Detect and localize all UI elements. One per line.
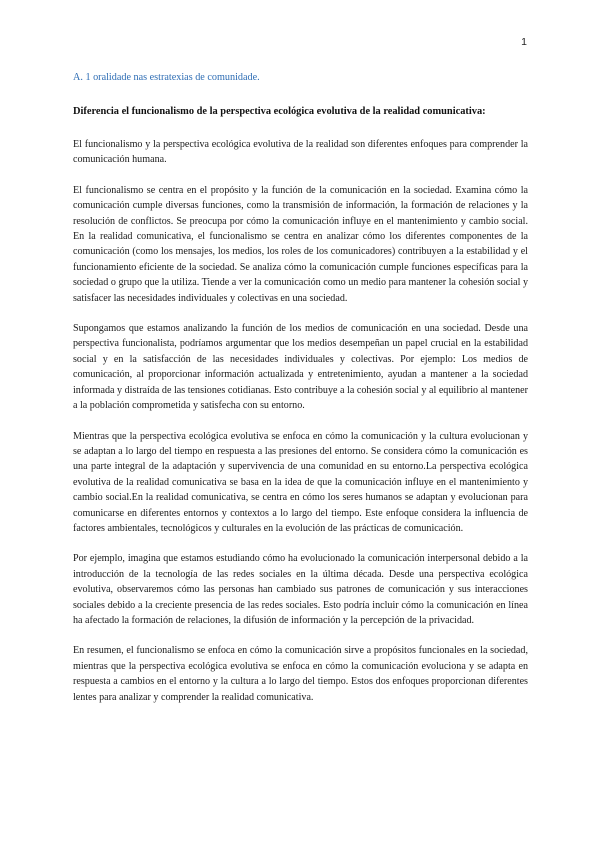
- document-heading: Diferencia el funcionalismo de la perspectiva ecológica evolutiva de la realidad comunicativa:: [73, 106, 486, 117]
- document-body: [73, 71, 528, 720]
- section-link[interactable]: A. 1 oralidade nas estratexias de comunidade.: [73, 72, 260, 83]
- page-number: 1: [521, 36, 527, 48]
- paragraph-ejemplo-funcionalista: Supongamos que estamos analizando la función de los medios de comunicación en una sociedad. Desde una perspectiva funcionalista, podríamos argumentar que los medios desempeñan un papel crucial en la estabilidad social y en la satisfacción de las necesidades individuales y colectivas. Por ejemplo: Los medios de comunicación, al proporcionar información actualizada y entretenimiento, ayudan a mantener a la sociedad informada y distraída de las tensiones cotidianas. Esto contribuye a la cohesión social y al equilibrio al mantener a la población comprometida y satisfecha con su entorno.: [73, 323, 528, 412]
- paragraph-ecologica-evolutiva: Mientras que la perspectiva ecológica evolutiva se enfoca en cómo la comunicación y la cultura evolucionan y se adaptan a lo largo del tiempo en respuesta a las presiones del entorno. Se considera cómo la comunicación es una parte integral de la adaptación y supervivencia de una comunidad en su entorno.La perspectiva ecológica evolutiva de la realidad comunicativa se basa en la idea de que la comunicación influye en el mantenimiento y cambio social.En la realidad comunicativa, se centra en cómo los seres humanos se adaptan y evolucionan para comunicarse en diferentes entornos y contextos a lo largo del tiempo. Este enfoque considera la influencia de factores ambientales, tecnológicos y culturales en la evolución de las prácticas de comunicación.: [73, 430, 528, 534]
- paragraph-resumen: En resumen, el funcionalismo se enfoca en cómo la comunicación sirve a propósitos funcionales en la sociedad, mientras que la perspectiva ecológica evolutiva se enfoca en cómo la comunicación evoluciona y se adapta en respuesta a cambios en el entorno y la cultura a lo largo del tiempo. Estos dos enfoques proporcionan diferentes lentes para analizar y comprender la realidad comunicativa.: [73, 645, 528, 703]
- paragraph-intro: El funcionalismo y la perspectiva ecológica evolutiva de la realidad son diferentes enfoques para comprender la comunicación humana.: [73, 139, 528, 166]
- paragraph-ejemplo-ecologico: Por ejemplo, imagina que estamos estudiando cómo ha evolucionado la comunicación interpersonal debido a la introducción de la tecnología de las redes sociales en la última década. Desde una perspectiva ecológica evolutiva, observaremos cómo las personas han cambiado sus patrones de comunicación y sus interacciones sociales debido a la creciente presencia de las redes sociales. Esto podría incluir cómo la comunicación en línea ha afectado la formación de relaciones, la difusión de información y la percepción de la privacidad.: [73, 553, 528, 626]
- paragraph-funcionalismo: El funcionalismo se centra en el propósito y la función de la comunicación en la sociedad. Examina cómo la comunicación cumple diversas funciones, como la transmisión de información, la formación de relaciones y la resolución de conflictos. Se preocupa por cómo la comunicación influye en el mantenimiento y cambio social. En la realidad comunicativa, el funcionalismo se centra en analizar cómo los diferentes componentes de la comunicación (como los mensajes, los medios, los roles de los comunicadores) contribuyen a la estabilidad y el funcionamiento eficiente de la sociedad. Se analiza cómo la comunicación cumple funciones específicas para la sociedad o grupo que la utiliza. Tiende a ver la comunicación como un medio para mantener la cohesión social y satisfacer las necesidades individuales y colectivas en una sociedad.: [73, 184, 528, 304]
